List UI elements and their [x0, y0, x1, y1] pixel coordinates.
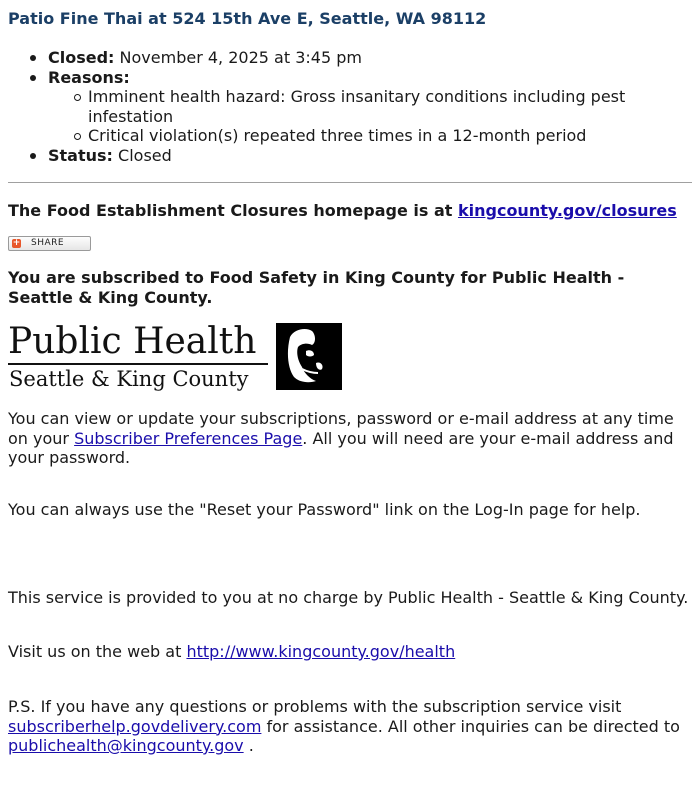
govdelivery-help-link[interactable]: subscriberhelp.govdelivery.com — [8, 716, 262, 736]
closure-details — [8, 48, 692, 165]
email-link[interactable]: publichealth@kingcounty.gov — [8, 736, 244, 755]
status-label: Status: — [48, 145, 113, 165]
ps-text-before: P.S. If you have any questions or problems with the subscription service visit — [8, 697, 622, 716]
service-paragraph: This service is provided to you at no charge by Public Health - Seattle & King County. — [8, 588, 689, 607]
public-health-logo — [8, 322, 348, 392]
king-portrait-icon — [276, 323, 342, 390]
reason-item: Imminent health hazard: Gross insanitary conditions including pest infestation — [48, 87, 692, 126]
logo-rule — [8, 363, 268, 365]
page-title: Patio Fine Thai at 524 15th Ave E, Seattle, WA 98112 — [8, 9, 487, 28]
closures-link[interactable]: kingcounty.gov/closures — [457, 201, 677, 220]
status-value: Closed — [118, 145, 172, 165]
plus-icon: + — [12, 238, 21, 248]
subscriber-preferences-link[interactable]: Subscriber Preferences Page — [74, 428, 303, 448]
reason-item: Critical violation(s) repeated three times in a 12-month period — [48, 126, 692, 146]
share-button[interactable] — [8, 236, 91, 251]
preferences-text-before: You can view or update your subscriptions, password or e-mail address at any time on your — [8, 409, 674, 448]
preferences-text-after: . All you will need are your e-mail address and your password. — [8, 428, 674, 467]
reset-paragraph: You can always use the "Reset your Password" link on the Log-In page for help. — [8, 500, 641, 519]
reasons-list — [48, 87, 692, 146]
reasons-item — [8, 68, 692, 146]
homepage-line — [8, 201, 692, 221]
ps-text-middle: for assistance. All other inquiries can be directed to — [266, 716, 680, 736]
visit-text: Visit us on the web at — [8, 642, 182, 661]
logo-line1: Public Health — [8, 321, 257, 362]
share-label: SHARE — [31, 238, 65, 248]
health-link[interactable]: http://www.kingcounty.gov/health — [186, 642, 456, 661]
subscribed-notice: You are subscribed to Food Safety in King County for Public Health - Seattle & King County. — [8, 268, 625, 307]
status-item — [8, 146, 692, 166]
homepage-text: The Food Establishment Closures homepage is at — [8, 201, 453, 220]
closed-item — [8, 48, 692, 68]
email-body — [8, 0, 692, 755]
ps-text-end: . — [248, 736, 254, 755]
logo-line2: Seattle & King County — [9, 367, 249, 391]
visit-paragraph — [8, 642, 692, 662]
reasons-label: Reasons: — [48, 67, 130, 87]
closed-label: Closed: — [48, 48, 115, 67]
closed-value: November 4, 2025 at 3:45 pm — [119, 48, 362, 67]
ps-paragraph — [8, 697, 692, 756]
divider — [8, 182, 692, 183]
preferences-paragraph — [8, 409, 692, 468]
